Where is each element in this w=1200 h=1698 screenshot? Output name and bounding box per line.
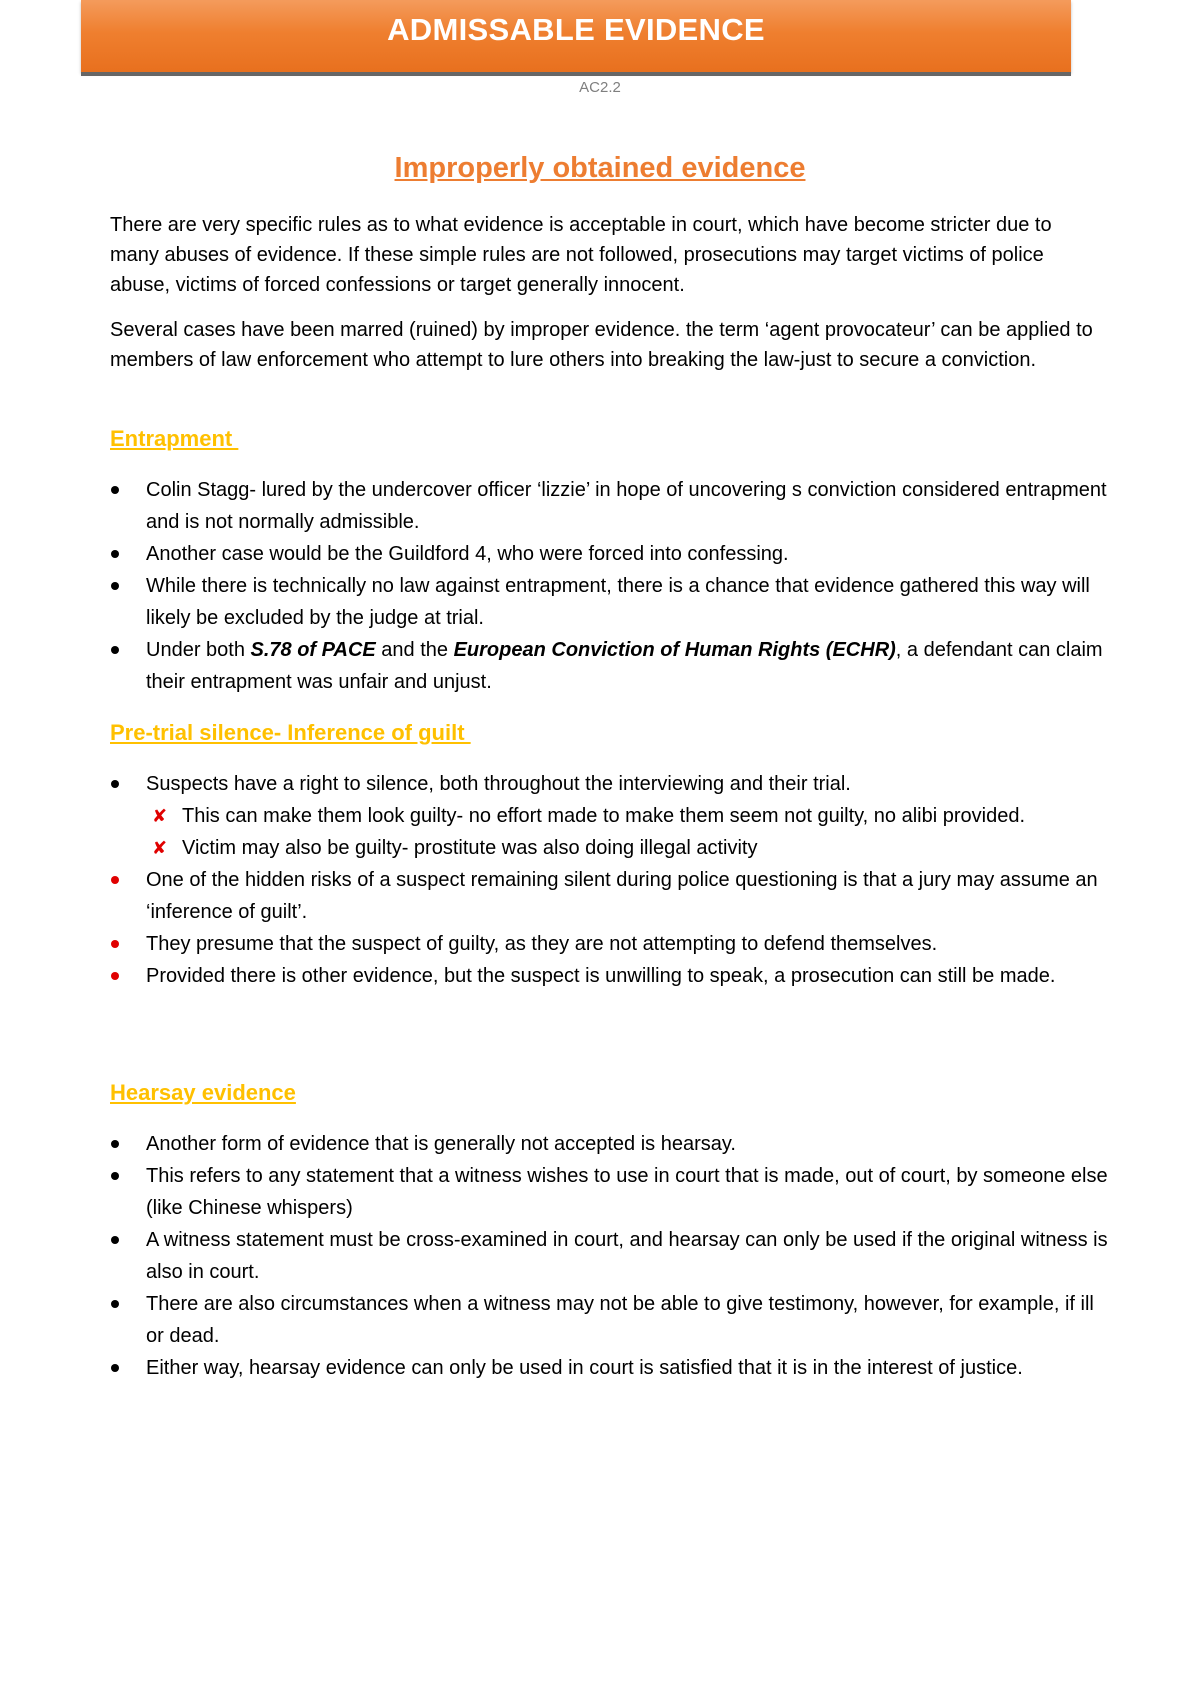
list-item: Either way, hearsay evidence can only be used in court is satisfied that it is in the interest of justice.: [110, 1352, 1110, 1384]
bullet-icon: [111, 486, 119, 494]
list-item: While there is technically no law against entrapment, there is a chance that evidence gathered this way will likely be excluded by the judge at trial.: [110, 570, 1110, 634]
bullet-icon: [111, 1140, 119, 1148]
bullet-icon: [111, 1172, 119, 1180]
section-heading-hearsay: Hearsay evidence: [110, 1080, 296, 1105]
sub-list-item: ✘ This can make them look guilty- no effort made to make them seem not guilty, no alibi provided.: [110, 800, 1110, 832]
header-underline: [81, 72, 1071, 76]
bullet-icon: [111, 972, 119, 980]
list-item: A witness statement must be cross-examined in court, and hearsay can only be used if the original witness is also in court.: [110, 1224, 1110, 1288]
section-heading-silence: Pre-trial silence- Inference of guilt: [110, 720, 471, 745]
list-item: Another case would be the Guildford 4, who were forced into confessing.: [110, 538, 1110, 570]
cross-icon: ✘: [152, 838, 168, 858]
section-heading-entrapment: Entrapment: [110, 426, 239, 451]
bullet-icon: [111, 780, 119, 788]
list-item: They presume that the suspect of guilty, as they are not attempting to defend themselves.: [110, 928, 1110, 960]
bullet-icon: [111, 646, 119, 654]
entrapment-list: [110, 474, 1110, 698]
bullet-icon: [111, 582, 119, 590]
page-title: Improperly obtained evidence: [394, 152, 806, 184]
bullet-icon: [111, 1236, 119, 1244]
document-title: ADMISSABLE EVIDENCE: [387, 12, 765, 47]
bullet-icon: [111, 1364, 119, 1372]
document-subtitle: AC2.2: [579, 79, 621, 96]
bullet-icon: [111, 1300, 119, 1308]
law-reference-echr: European Conviction of Human Rights (ECHR): [453, 639, 896, 661]
intro-paragraph-2: Several cases have been marred (ruined) by improper evidence. the term ‘agent provocateur’ can be applied to members of law enforcement who attempt to lure others into breaking the law-just to secure a conviction.: [110, 319, 1093, 371]
sub-list-item: ✘ Victim may also be guilty- prostitute was also doing illegal activity: [110, 832, 1110, 864]
law-reference-pace: S.78 of PACE: [250, 639, 376, 661]
intro-paragraph-1: There are very specific rules as to what evidence is acceptable in court, which have become stricter due to many abuses of evidence. If these simple rules are not followed, prosecutions may target victims of police abuse, victims of forced confessions or target generally innocent.: [110, 214, 1052, 296]
silence-list: [110, 768, 1110, 992]
bullet-icon: [111, 550, 119, 558]
list-item: Another form of evidence that is generally not accepted is hearsay.: [110, 1128, 1110, 1160]
list-item: One of the hidden risks of a suspect remaining silent during police questioning is that a jury may assume an ‘inference of guilt’.: [110, 864, 1110, 928]
bullet-icon: [111, 876, 119, 884]
list-item: Suspects have a right to silence, both throughout the interviewing and their trial.: [110, 768, 1110, 800]
list-item: Provided there is other evidence, but the suspect is unwilling to speak, a prosecution can still be made.: [110, 960, 1110, 992]
list-item: Colin Stagg- lured by the undercover officer ‘lizzie’ in hope of uncovering s conviction considered entrapment and is not normally admissible.: [110, 474, 1110, 538]
list-item: This refers to any statement that a witness wishes to use in court that is made, out of court, by someone else (like Chinese whispers): [110, 1160, 1110, 1224]
bullet-icon: [111, 940, 119, 948]
list-item: Under both S.78 of PACE and the European Conviction of Human Rights (ECHR), a defendant can claim their entrapment was unfair and unjust.: [110, 634, 1110, 698]
cross-icon: ✘: [152, 806, 168, 826]
hearsay-list: [110, 1128, 1110, 1384]
list-item: There are also circumstances when a witness may not be able to give testimony, however, for example, if ill or dead.: [110, 1288, 1110, 1352]
